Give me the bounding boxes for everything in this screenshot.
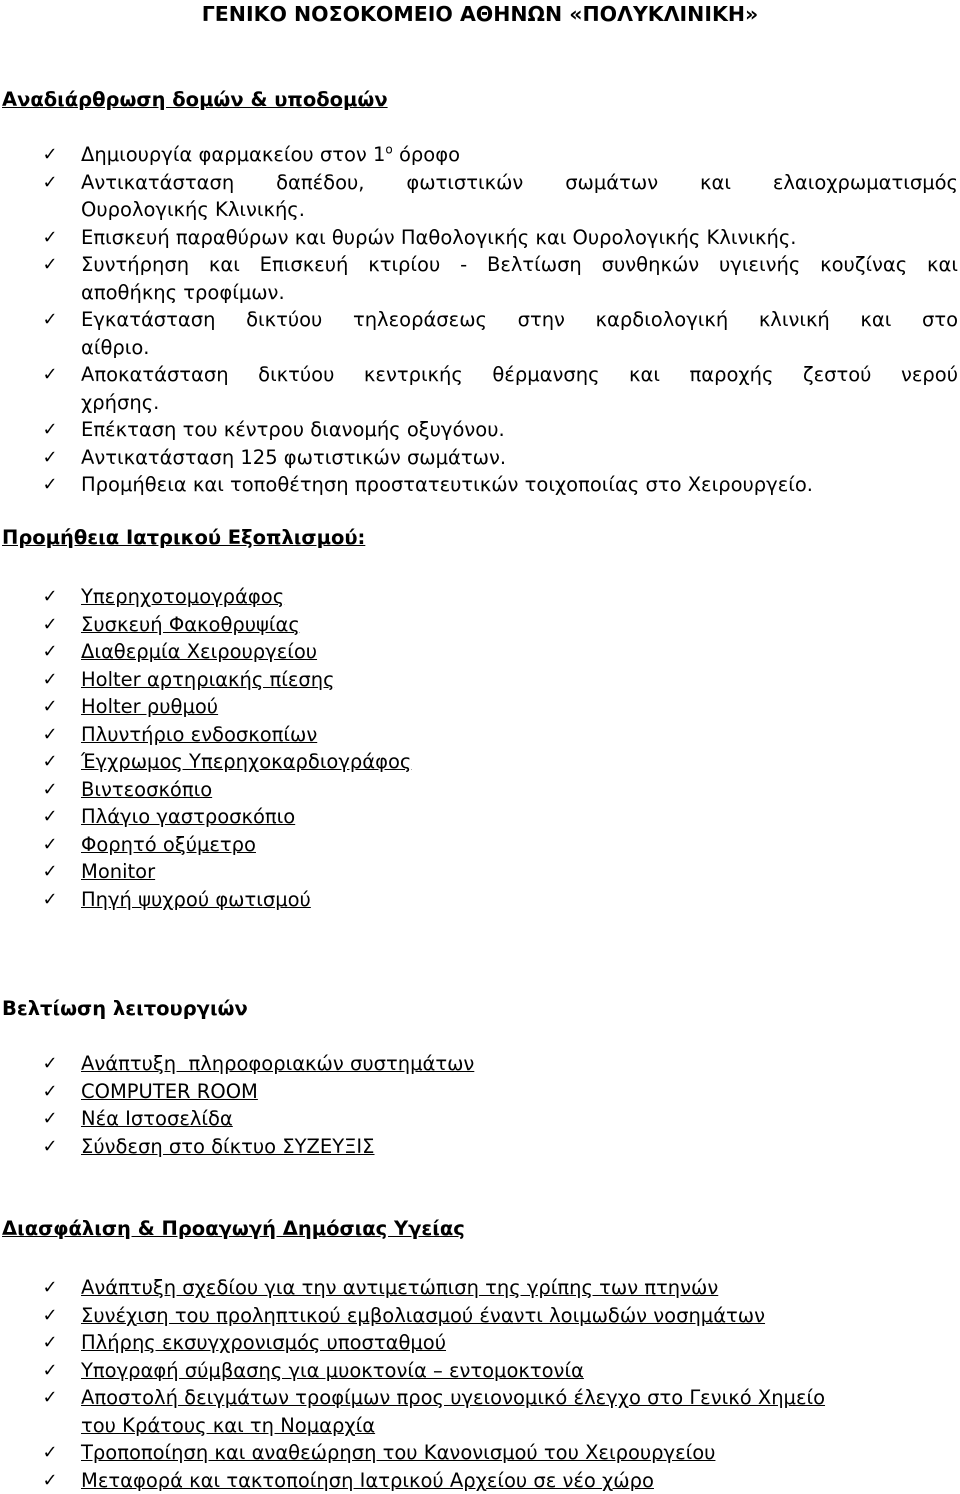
item-text: Βιντεοσκόπιο: [81, 777, 213, 801]
list-item: [0, 638, 900, 666]
check-icon: ✓: [42, 419, 58, 440]
check-icon: ✓: [42, 171, 58, 193]
item-text: Υπερηχοτομογράφος: [81, 585, 285, 608]
check-icon: ✓: [42, 806, 58, 827]
item-text: Φορητό οξύμετρο: [81, 832, 256, 856]
section-heading-equipment: Προμήθεια Ιατρικού Εξοπλισμού:: [2, 526, 366, 549]
check-icon: ✓: [42, 446, 58, 468]
list-item: [0, 1105, 900, 1133]
check-icon: ✓: [42, 586, 58, 607]
item-text: Μεταφορά και τακτοποίηση Ιατρικού Αρχείου σε νέο χώρο: [81, 1468, 654, 1492]
list-item: [0, 1357, 958, 1385]
list-item: [0, 1274, 958, 1302]
check-icon: ✓: [42, 1469, 58, 1491]
item-text: Νέα Ιστοσελίδα: [81, 1107, 233, 1130]
check-icon: ✓: [42, 861, 58, 882]
item-text: Συνέχιση του προληπτικού εμβολιασμού έναντι λοιμωδών νοσημάτων: [81, 1303, 766, 1327]
list-item-continuation: [0, 389, 958, 417]
list-item: [0, 444, 958, 472]
operations-list: [0, 1050, 900, 1160]
list-item: [0, 831, 900, 859]
item-text-line: Προμήθεια και τοποθέτηση προστατευτικών τοιχοποιίας στο Χειρουργείο.: [81, 473, 813, 496]
item-text: Πλυντήριο ενδοσκοπίων: [81, 722, 318, 746]
item-text: Συσκευή Φακοθρυψίας: [81, 612, 300, 636]
item-text-line: Αντικατάσταση 125 φωτιστικών σωμάτων.: [81, 445, 507, 469]
public-health-list: [0, 1274, 958, 1494]
check-icon: ✓: [42, 309, 58, 330]
item-text-line: Επέκταση του κέντρου διανομής οξυγόνου.: [81, 418, 505, 441]
infrastructure-list: [0, 141, 958, 499]
item-text-line: Ουρολογικής Κλινικής.: [81, 198, 305, 221]
item-text: Έγχρωμος Υπερηχοκαρδιογράφος: [81, 750, 412, 773]
check-icon: ✓: [42, 751, 58, 772]
list-item: [0, 803, 900, 831]
list-item: [0, 666, 900, 694]
item-text-line: Αποκατάσταση δικτύου κεντρικής θέρμανσης και παροχής ζεστού νερού: [81, 363, 958, 386]
item-text: Πλήρης εκσυγχρονισμός υποσταθμού: [81, 1331, 447, 1354]
item-text: Τροποποίηση και αναθεώρηση του Κανονισμού του Χειρουργείου: [81, 1441, 716, 1464]
equipment-list: [0, 583, 900, 913]
list-item: [0, 169, 958, 197]
list-item: [0, 776, 900, 804]
check-icon: ✓: [42, 613, 58, 635]
check-icon: ✓: [42, 144, 58, 165]
list-item: [0, 583, 900, 611]
item-text: Υπογραφή σύμβασης για μυοκτονία – εντομοκτονία: [81, 1358, 584, 1382]
list-item: [0, 886, 900, 914]
item-text-line: Εγκατάσταση δικτύου τηλεοράσεως στην καρδιολογική κλινική και στο: [81, 308, 958, 331]
check-icon: ✓: [42, 1332, 58, 1353]
check-icon: ✓: [42, 1277, 58, 1298]
item-text: Ανάπτυξη σχεδίου για την αντιμετώπιση της γρίπης των πτηνών: [81, 1276, 719, 1299]
check-icon: ✓: [42, 1135, 58, 1157]
check-icon: ✓: [42, 888, 58, 910]
section-heading-public-health: Διασφάλιση & Προαγωγή Δημόσιας Υγείας: [2, 1217, 465, 1240]
check-icon: ✓: [42, 474, 58, 495]
item-text: Πηγή ψυχρού φωτισμού: [81, 887, 311, 911]
section-heading-operations: Βελτίωση λειτουργιών: [2, 997, 248, 1020]
list-item-continuation: [0, 334, 958, 362]
check-icon: ✓: [42, 1304, 58, 1326]
item-text: Monitor: [81, 860, 156, 883]
list-item: [0, 1050, 900, 1078]
item-text-line: χρήσης.: [81, 390, 160, 414]
check-icon: ✓: [42, 226, 58, 248]
check-icon: ✓: [42, 364, 58, 385]
list-item: [0, 251, 958, 279]
list-item: [0, 1302, 958, 1330]
check-icon: ✓: [42, 833, 58, 855]
item-text: Ανάπτυξη πληροφοριακών συστημάτων: [81, 1052, 475, 1075]
check-icon: ✓: [42, 1053, 58, 1074]
check-icon: ✓: [42, 1080, 58, 1102]
item-text: Διαθερμία Χειρουργείου: [81, 640, 318, 663]
list-item: [0, 1329, 958, 1357]
check-icon: ✓: [42, 1387, 58, 1408]
list-item-continuation: [0, 1412, 958, 1440]
list-item: [0, 858, 900, 886]
item-text-line: Επισκευή παραθύρων και θυρών Παθολογικής και Ουρολογικής Κλινικής.: [81, 225, 797, 249]
check-icon: ✓: [42, 1442, 58, 1463]
list-item: [0, 141, 958, 169]
list-item: [0, 748, 900, 776]
list-item: [0, 306, 958, 334]
item-text: COMPUTER ROOM: [81, 1079, 258, 1103]
check-icon: ✓: [42, 1359, 58, 1381]
item-text-line: Αντικατάσταση δαπέδου, φωτιστικών σωμάτων και ελαιοχρωματισμός: [81, 170, 958, 194]
list-item: [0, 416, 958, 444]
list-item: [0, 471, 958, 499]
list-item: [0, 1133, 900, 1161]
check-icon: ✓: [42, 778, 58, 800]
item-text: του Κράτους και τη Νομαρχία: [81, 1413, 376, 1437]
list-item-continuation: [0, 279, 958, 307]
list-item: [0, 361, 958, 389]
check-icon: ✓: [42, 668, 58, 690]
item-text: Holter αρτηριακής πίεσης: [81, 667, 335, 691]
list-item: [0, 224, 958, 252]
item-text-line: Συντήρηση και Επισκευή κτιρίου - Βελτίωση συνθηκών υγιεινής κουζίνας και: [81, 253, 958, 276]
list-item: [0, 1439, 958, 1467]
item-text: Δημιουργία φαρμακείου στον $1^o$ όροφο: [81, 142, 460, 166]
check-icon: ✓: [42, 641, 58, 662]
item-text: Σύνδεση στο δίκτυο ΣΥΖΕΥΞΙΣ: [81, 1134, 375, 1158]
item-text-line: αίθριο.: [81, 335, 150, 359]
item-text: Holter ρυθμού: [81, 695, 219, 718]
check-icon: ✓: [42, 723, 58, 745]
list-item: [0, 693, 900, 721]
check-icon: ✓: [42, 1108, 58, 1129]
list-item: [0, 1384, 958, 1412]
check-icon: ✓: [42, 254, 58, 275]
list-item-continuation: [0, 196, 958, 224]
check-icon: ✓: [42, 696, 58, 717]
list-item: [0, 611, 900, 639]
document-title: ΓΕΝΙΚΟ ΝΟΣΟΚΟΜΕΙΟ ΑΘΗΝΩΝ «ΠΟΛΥΚΛΙΝΙΚΗ»: [201, 2, 759, 26]
item-text-line: αποθήκης τροφίμων.: [81, 280, 285, 304]
item-text: Αποστολή δειγμάτων τροφίμων προς υγειονομικό έλεγχο στο Γενικό Χημείο: [81, 1386, 826, 1409]
item-text: Πλάγιο γαστροσκόπιο: [81, 805, 296, 828]
list-item: [0, 1467, 958, 1494]
list-item: [0, 721, 900, 749]
list-item: [0, 1078, 900, 1106]
section-heading-infrastructure: Αναδιάρθρωση δομών & υποδομών: [2, 88, 388, 111]
